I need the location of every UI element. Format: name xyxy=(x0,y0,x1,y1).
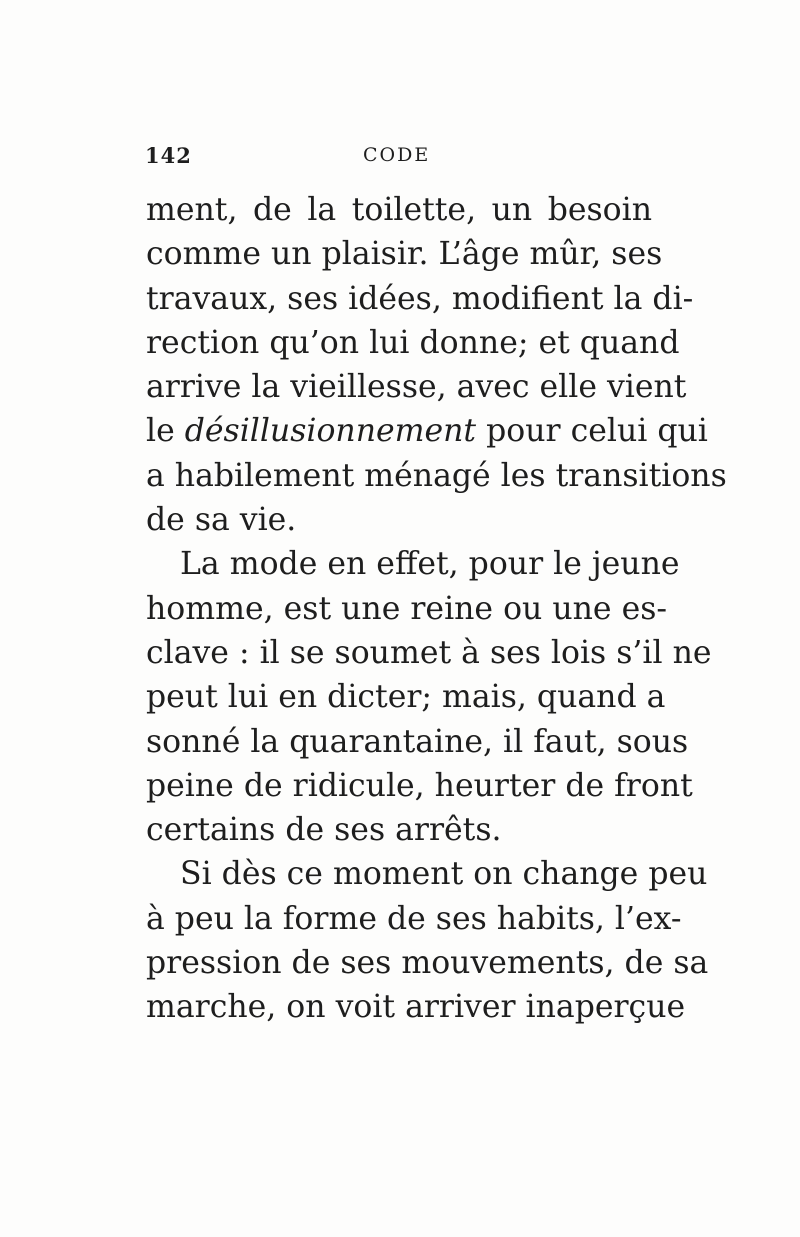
text-line: à peu la forme de ses habits, l’ex- xyxy=(146,900,682,937)
page-number: 142 xyxy=(145,143,192,168)
text-line: sonné la quarantaine, il faut, sous xyxy=(146,723,689,760)
text-line: ment, de la toilette, un besoin xyxy=(146,192,652,228)
line-text-after: pour celui qui xyxy=(476,413,708,450)
italic-term: désillusionnement xyxy=(184,413,477,450)
line-text-before: le xyxy=(146,413,185,450)
text-line: clave : il se soumet à ses lois s’il ne xyxy=(146,634,712,671)
text-line: travaux, ses idées, modifient la di- xyxy=(146,280,694,317)
text-line: marche, on voit arriver inaperçue xyxy=(146,989,686,1026)
paragraph-first-line: La mode en effet, pour le jeune xyxy=(180,546,680,583)
text-line: peut lui en dicter; mais, quand a xyxy=(146,679,666,716)
running-head xyxy=(145,143,655,173)
text-line: pression de ses mouvements, de sa xyxy=(146,945,709,982)
text-line-with-emphasis xyxy=(146,409,708,453)
body-text xyxy=(146,188,727,1030)
paragraph-end-line: certains de ses arrêts. xyxy=(146,812,502,849)
text-line: rection qu’on lui donne; et quand xyxy=(146,324,680,361)
paragraph-end-line: de sa vie. xyxy=(146,502,297,539)
running-title: CODE xyxy=(363,144,431,166)
text-line: comme un plaisir. L’âge mûr, ses xyxy=(146,236,663,273)
paragraph-first-line: Si dès ce moment on change peu xyxy=(180,856,708,893)
text-line: arrive la vieillesse, avec elle vient xyxy=(146,369,687,406)
text-line: homme, est une reine ou une es- xyxy=(146,590,668,627)
text-line: a habilement ménagé les transitions xyxy=(146,457,727,494)
text-line: peine de ridicule, heurter de front xyxy=(146,767,693,804)
